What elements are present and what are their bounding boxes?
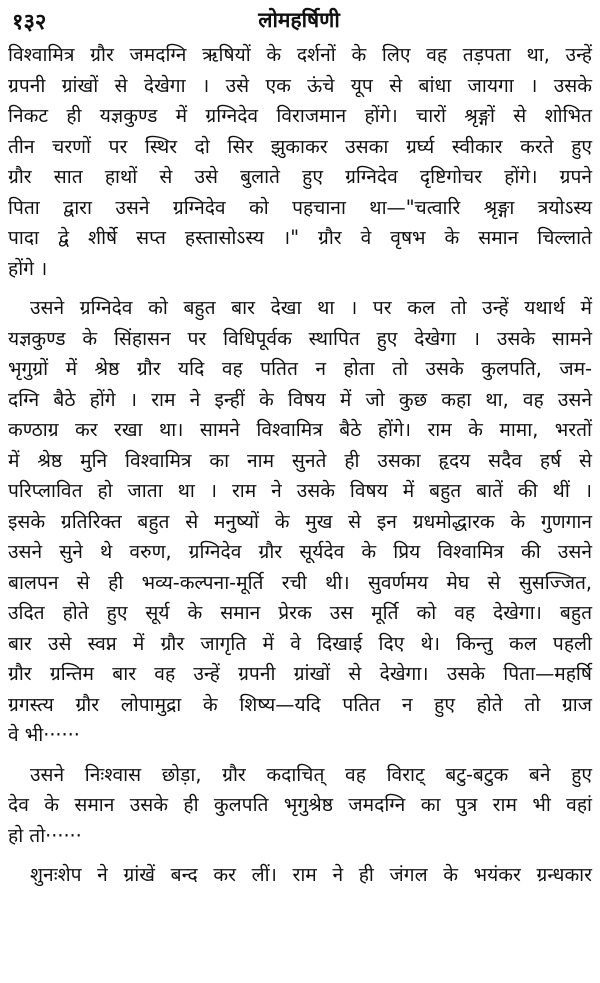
text-line: बालपन से ही भव्य-कल्पना-मूर्ति रची थी। सुवर्णमय मेघ से सुसज्जित, (8, 570, 592, 594)
running-header (8, 4, 590, 34)
text-line: वे भी······ (8, 723, 80, 746)
text-line: ग्रगस्त्य ग्रौर लोपामुद्रा के शिष्य—यदि पतित न हुए होते तो ग्राज (8, 692, 592, 716)
text-line: भृगुग्रों में श्रेष्ठ ग्रौर यदि वह पतित न होता तो उसके कुलपति, जम- (8, 357, 592, 380)
running-title: लोमहर्षिणी (258, 8, 340, 32)
paragraph-3 (8, 760, 592, 852)
text-line: दग्नि बैठे होंगे । राम ने इन्हीं के विषय में जो कुछ कहा था, वह उसने (8, 387, 592, 411)
text-line: बार उसे स्वप्न में ग्रौर जागृति में वे दिखाई दिए थे। किन्तु कल पहली (8, 631, 592, 655)
paragraph-2 (8, 293, 592, 751)
text-line: में श्रेष्ठ मुनि विश्वामित्र का नाम सुनते ही उसका हृदय सदैव हर्ष से (8, 448, 592, 472)
text-line: निकट ही यज्ञकुण्ड में ग्रग्निदेव विराजमान होंगे। चारों श्रृङ्गों से शोभित (8, 104, 592, 127)
text-line: कण्ठाग्र कर रखा था। सामने विश्वामित्र बैठे होंगे। राम के मामा, भरतों (8, 418, 592, 441)
text-line: विश्वामित्र ग्रौर जमदग्नि ऋषियों के दर्शनों के लिए वह तड़पता था, उन्हें (8, 43, 592, 66)
body-text (8, 40, 592, 900)
text-line: इसके ग्रतिरिक्त बहुत से मनुष्यों के मुख से इन ग्रधमोद्धारक के गुणगान (8, 509, 592, 533)
paragraph-1 (8, 40, 592, 284)
page-number: १३२ (12, 10, 47, 35)
text-line: यज्ञकुण्ड के सिंहासन पर विधिपूर्वक स्थापित हुए देखेगा । उसके सामने (8, 326, 592, 350)
text-line: ग्रौर सात हाथों से उसे बुलाते हुए ग्रग्निदेव दृष्टिगोचर होंगे। ग्रपने (8, 165, 592, 188)
text-line: ग्रपनी ग्रांखों से देखेगा । उसे एक ऊंचे यूप से बांधा जायगा । उसके (8, 73, 592, 97)
text-line: देव के समान उसके ही कुलपति भृगुश्रेष्ठ जमदग्नि का पुत्र राम भी वहां (8, 793, 592, 816)
text-line: उसने निःश्वास छोड़ा, ग्रौर कदाचित् वह विराट् बटु-बटुक बने हुए (30, 762, 592, 786)
text-line: होंगे । (8, 256, 48, 280)
text-line: पिता द्वारा उसने ग्रग्निदेव को पहचाना था—"चत्वारि श्रृङ्गा त्रयोऽस्य (8, 195, 592, 219)
text-line: शुनःशेप ने ग्रांखें बन्द कर लीं। राम ने ही जंगल के भयंकर ग्रन्धकार (30, 863, 592, 886)
text-line: हो तो······ (8, 823, 82, 847)
text-line: उदित होते हुए सूर्य के समान प्रेरक उस मूर्ति को वह देखेगा। बहुत (8, 601, 593, 624)
text-line: परिप्लावित हो जाता था । राम ने उसके विषय में बहुत बातें की थीं । (8, 479, 592, 502)
text-line: तीन चरणों पर स्थिर दो सिर झुकाकर उसका ग्रर्घ्य स्वीकार करते हुए (8, 134, 592, 158)
paragraph-4 (8, 860, 592, 891)
text-line: पादा द्वे शीर्षे सप्त हस्तासोऽस्य ।" ग्रौर वे वृषभ के समान चिल्लाते (8, 226, 592, 249)
text-line: ग्रौर ग्रन्तिम बार वह उन्हें ग्रपनी ग्रांखों से देखेगा। उसके पिता—महर्षि (8, 662, 592, 685)
text-line: उसने ग्रग्निदेव को बहुत बार देखा था । पर कल तो उन्हें यथार्थ में (30, 296, 592, 319)
text-line: उसने सुने थे वरुण, ग्रग्निदेव ग्रौर सूर्यदेव के प्रिय विश्वामित्र की उसने (8, 540, 592, 563)
